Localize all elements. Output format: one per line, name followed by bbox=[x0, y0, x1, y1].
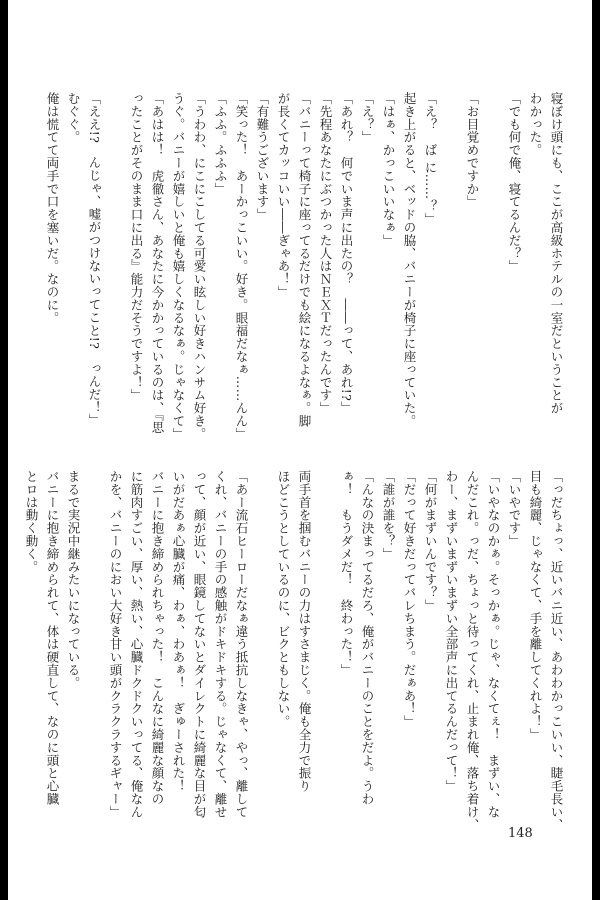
text-line: むぐぐ。 bbox=[66, 92, 81, 144]
upper-text-block bbox=[37, 92, 567, 441]
text-line: とロは動く動く。 bbox=[24, 470, 39, 574]
book-page bbox=[8, 0, 592, 900]
text-line: が長くてカッコいい――ぎゃあ！」 bbox=[276, 92, 291, 299]
text-line: 「何がまずいんです？」 bbox=[423, 470, 438, 612]
text-line: 「いやです」 bbox=[507, 470, 522, 548]
blank-line bbox=[105, 92, 126, 422]
text-line: 「んなの決まってるだろ、俺がバニーのことをだよ。うわ bbox=[360, 470, 375, 806]
text-line: 「あー流石ヒーローだなぁ違う抵抗しなきゃ、やっ、離して bbox=[234, 470, 249, 819]
text-line: いがだあぁ心臓が痛、わぁ、わあぁ！ ぎゅーされた！ bbox=[171, 470, 186, 793]
blank-line bbox=[84, 470, 105, 800]
text-line: 「でも何で俺、寝てるんだ？」 bbox=[507, 92, 522, 273]
text-line: 「お目覚めですか」 bbox=[465, 92, 480, 209]
text-line: 「有難うございます」 bbox=[255, 92, 270, 221]
text-line: うぐ。バニーが嬉しいと俺も嬉しくなるなぁ。じゃなくて」 bbox=[171, 92, 186, 441]
text-line: ぁ！ もうダメだ！ 終わった！」 bbox=[339, 470, 354, 677]
text-line: 「あれ？ 何でいま声に出たの？ ――って、あれ!?」 bbox=[339, 92, 354, 415]
text-line: わー、まずいまずいまずい全部声に出てるんだって！」 bbox=[444, 470, 459, 793]
text-line: 「うわわ、にこにこしてる可愛い眩しい好きハンサム好き。 bbox=[192, 92, 207, 441]
text-line: 「ええ!? んじゃ、嘘がつけないってこと!? っんだ！」 bbox=[87, 92, 102, 427]
text-line: 起き上がると、ベッドの脇、バニーが椅子に座っていた。 bbox=[402, 92, 417, 428]
text-line: ほどこうとしているのに、ビクともしない。 bbox=[276, 470, 291, 728]
text-line: バニーに抱き締められて、体は硬直して、なのに頭と心臓 bbox=[45, 470, 60, 806]
blank-line bbox=[441, 92, 462, 422]
blank-line bbox=[483, 92, 504, 422]
blank-line bbox=[252, 470, 273, 800]
text-line: かを、バニーのにおい大好き甘い頭がクラクラするギャー」 bbox=[108, 470, 123, 819]
text-line: バニーに抱き締められちゃった！ こんなに綺麗な顔なの bbox=[150, 470, 165, 806]
page-number: 148 bbox=[508, 826, 533, 841]
text-line: 「だって好きだってバレちまう。だぁあ！」 bbox=[402, 470, 417, 728]
blank-line bbox=[315, 470, 336, 800]
text-line: くれ、バニーの手の感触がドキドキする。じゃなくて、離せ bbox=[213, 470, 228, 819]
text-line: 「え？」 bbox=[360, 92, 375, 144]
text-line: 俺は慌てて両手で口を塞いだ。なのに。 bbox=[45, 92, 60, 325]
text-line: 寝ぼけ頭にも、ここが高級ホテルの一室だということが bbox=[549, 92, 564, 415]
text-line: って、顔が近い、眼鏡してないとダイレクトに綺麗な目が匂 bbox=[192, 470, 207, 819]
text-line: 目も綺麗、じゃなくて、手を離してくれよ！」 bbox=[528, 470, 543, 741]
text-line: に筋肉すごい、厚い、熱い、心臓ドクドクいってる、俺なん bbox=[129, 470, 144, 819]
text-line: んだこれ。っだ、ちょっと待ってくれ、止まれ俺、落ち着け、 bbox=[465, 470, 480, 832]
text-line: まるで実況中継みたいになっている。 bbox=[66, 470, 81, 690]
text-line: 「え？ ば に……？」 bbox=[423, 92, 438, 226]
text-line: 「先程あなたにぶつかった人はＮＥＸＴだったんです」 bbox=[318, 92, 333, 415]
text-line: ったことがそのまま口に出る』能力だそうですよ！」 bbox=[129, 92, 144, 402]
text-line: 「っだちょっ、近いバニ近い、あわわかっこいい、睫毛長い、 bbox=[549, 470, 564, 832]
text-line: 両手首を掴むバニーの力はすさまじく。俺も全力で振り bbox=[297, 470, 312, 793]
text-line: 「いやなのかぁ。そっかぁ。じゃ、なくてぇ！ まずい、な bbox=[486, 470, 501, 819]
text-line: 「はぁ、かっこいいなぁ」 bbox=[381, 92, 396, 247]
text-line: 「誰が誰を？」 bbox=[381, 470, 396, 561]
text-line: 「バニーって椅子に座ってるだけでも絵になるよなぁ。脚 bbox=[297, 92, 312, 428]
text-line: 「あはは！ 虎徹さん、あなたに今かかっているのは、『思 bbox=[150, 92, 165, 435]
lower-text-block bbox=[24, 470, 567, 832]
text-line: 「ふふ。ふふふ」 bbox=[213, 92, 228, 196]
text-line: 「笑った！ あーかっこいい。好き。眼福だなぁ……んん」 bbox=[234, 92, 249, 441]
text-line: わかった。 bbox=[528, 92, 543, 157]
